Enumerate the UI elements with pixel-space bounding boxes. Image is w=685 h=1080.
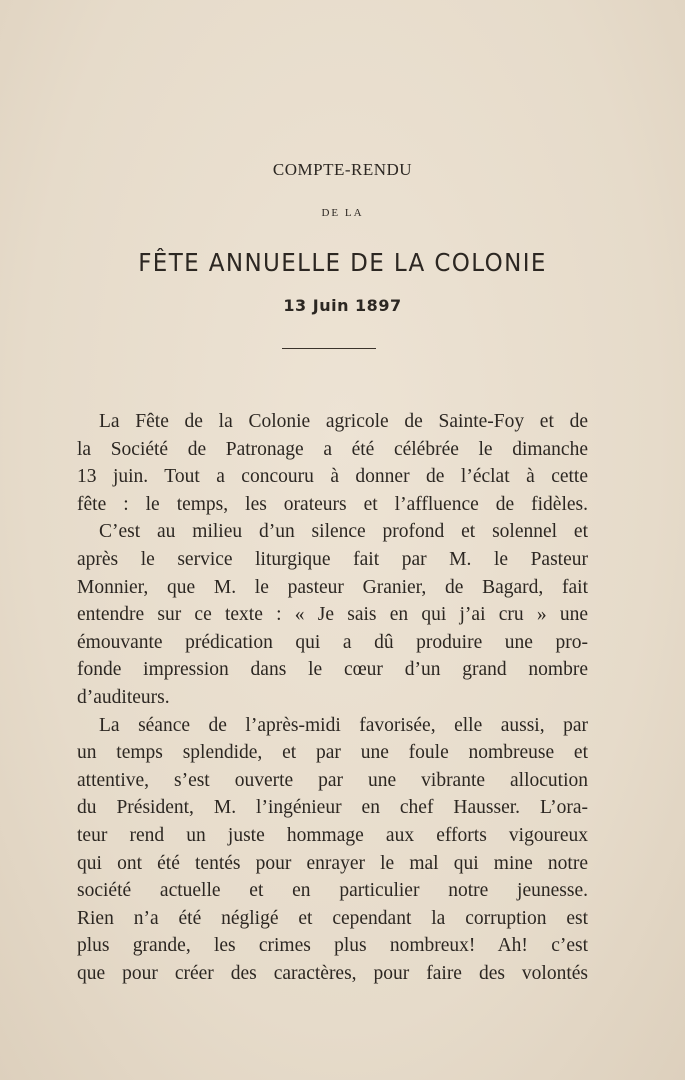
text-line: un temps splendide, et par une foule nombreuse et	[77, 742, 588, 764]
report-label: COMPTE-RENDU	[272, 160, 413, 179]
title-connector: DE LA	[321, 207, 364, 219]
page-title: FÊTE ANNUELLE DE LA COLONIE	[138, 248, 547, 277]
text-line: fête : le temps, les orateurs et l’affluence de fidèles.	[77, 493, 588, 515]
text-line: après le service liturgique fait par M. le Pasteur	[77, 548, 588, 570]
title-divider	[282, 348, 376, 349]
text-line: du Président, M. l’ingénieur en chef Hausser. L’ora-	[77, 797, 588, 819]
text-line: la Société de Patronage a été célébrée le dimanche	[77, 438, 588, 460]
text-line: attentive, s’est ouverte par une vibrante allocution	[77, 769, 588, 791]
text-line: fonde impression dans le cœur d’un grand nombre	[77, 659, 588, 681]
text-line: société actuelle et en particulier notre jeunesse.	[77, 880, 588, 902]
event-date: 13 Juin 1897	[283, 296, 402, 315]
text-line: C’est au milieu d’un silence profond et solennel et	[99, 521, 588, 543]
text-line: La séance de l’après-midi favorisée, elle aussi, par	[99, 714, 588, 736]
text-line: d’auditeurs.	[77, 686, 170, 708]
text-line: plus grande, les crimes plus nombreux! Ah! c’est	[77, 935, 588, 957]
text-line: 13 juin. Tout a concouru à donner de l’éclat à cette	[77, 466, 588, 488]
text-line: qui ont été tentés pour enrayer le mal qui mine notre	[77, 852, 588, 874]
text-line: La Fête de la Colonie agricole de Sainte-Foy et de	[99, 411, 588, 432]
body-text	[77, 408, 588, 987]
text-line: teur rend un juste hommage aux efforts vigoureux	[77, 824, 588, 846]
text-line: que pour créer des caractères, pour faire des volontés	[77, 962, 588, 984]
text-line: Rien n’a été négligé et cependant la corruption est	[77, 907, 588, 929]
text-line: émouvante prédication qui a dû produire une pro-	[77, 631, 588, 653]
text-line: Monnier, que M. le pasteur Granier, de Bagard, fait	[77, 576, 588, 598]
text-line: entendre sur ce texte : « Je sais en qui j’ai cru » une	[77, 604, 588, 626]
